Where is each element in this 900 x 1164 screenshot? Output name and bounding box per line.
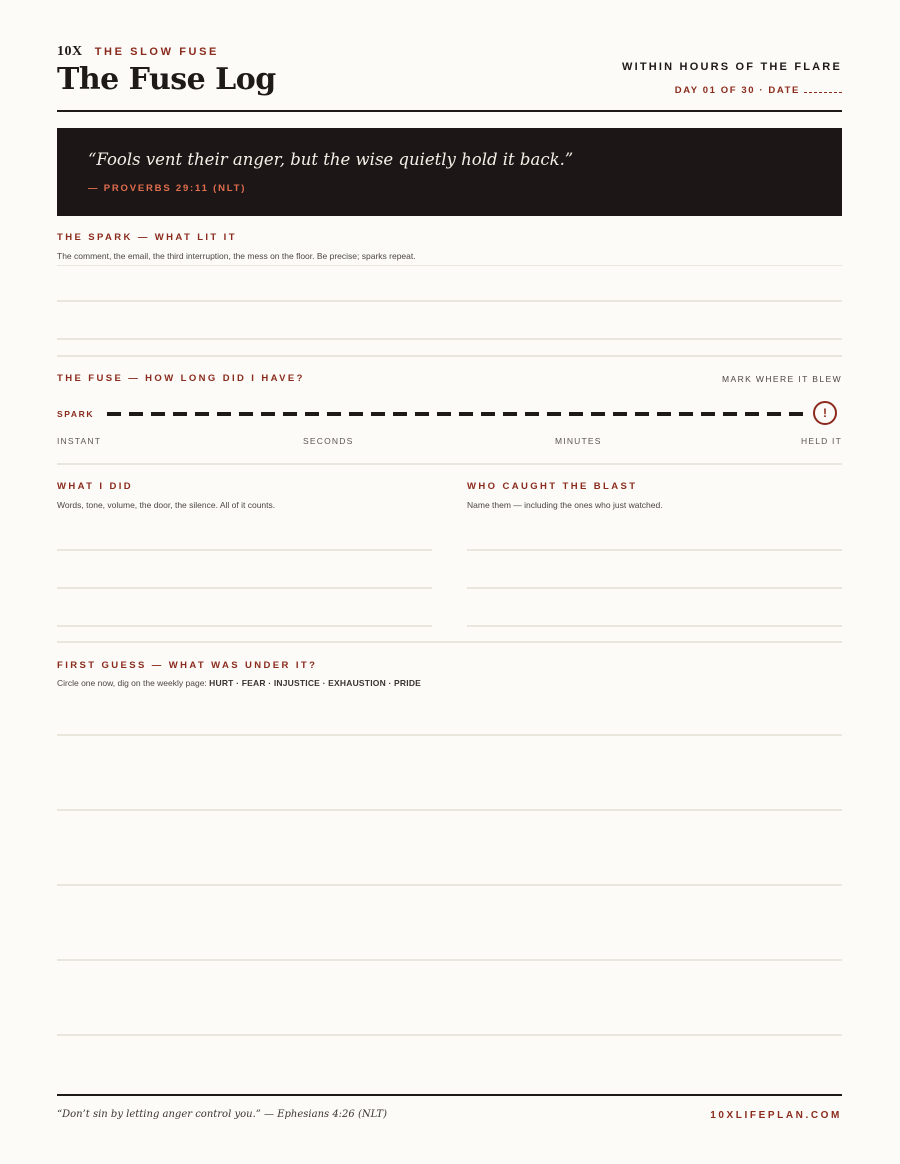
spark-write-line[interactable]: [57, 265, 842, 266]
who-caught-write-line[interactable]: [467, 587, 842, 589]
date-blank-field[interactable]: [804, 83, 842, 93]
scale-label-seconds: SECONDS: [303, 436, 354, 446]
day-date-label: DAY 01 OF 30 · DATE: [674, 85, 800, 96]
fuse-instruction: MARK WHERE IT BLEW: [722, 374, 842, 384]
what-i-did-write-line[interactable]: [57, 549, 432, 551]
brand-logo: 10X: [57, 44, 83, 59]
who-caught-write-line[interactable]: [467, 625, 842, 627]
spark-write-line[interactable]: [57, 300, 842, 302]
first-guess-write-line[interactable]: [57, 959, 842, 961]
timing-note: WITHIN HOURS OF THE FLARE: [622, 61, 842, 73]
fuse-timeline[interactable]: [107, 412, 805, 416]
series-name: THE SLOW FUSE: [94, 46, 219, 58]
scale-label-instant: INSTANT: [57, 436, 102, 446]
first-guess-prefix: Circle one now, dig on the weekly page:: [57, 678, 207, 688]
fuse-title: THE FUSE — HOW LONG DID I HAVE?: [57, 373, 305, 384]
first-guess-write-line[interactable]: [57, 1034, 842, 1036]
first-guess-write-line[interactable]: [57, 884, 842, 886]
what-i-did-description: Words, tone, volume, the door, the silence. All of it counts.: [57, 500, 276, 510]
section-divider: [57, 355, 842, 357]
section-divider: [57, 641, 842, 643]
quote-text: “Fools vent their anger, but the wise quietly hold it back.”: [88, 150, 574, 169]
spark-write-line[interactable]: [57, 338, 842, 340]
page-title: The Fuse Log: [57, 62, 276, 97]
scale-label-minutes: MINUTES: [555, 436, 602, 446]
day-date-line: [675, 83, 842, 96]
spark-label: SPARK: [57, 409, 95, 419]
first-guess-write-line[interactable]: [57, 734, 842, 736]
brand-line: [57, 44, 219, 60]
alert-circle-icon: !: [813, 401, 837, 425]
scale-label-held-it: HELD IT: [801, 436, 842, 446]
header-rule: [57, 110, 842, 112]
who-caught-description: Name them — including the ones who just watched.: [467, 500, 663, 510]
footer-website[interactable]: 10XLIFEPLAN.COM: [710, 1110, 842, 1121]
what-i-did-write-line[interactable]: [57, 625, 432, 627]
first-guess-write-line[interactable]: [57, 809, 842, 811]
what-i-did-write-line[interactable]: [57, 587, 432, 589]
footer-quote: “Don’t sin by letting anger control you.” — Ephesians 4:26 (NLT): [57, 1109, 387, 1120]
spark-title: THE SPARK — WHAT LIT IT: [57, 232, 237, 243]
first-guess-description: [57, 678, 421, 688]
what-i-did-title: WHAT I DID: [57, 481, 134, 492]
first-guess-title: FIRST GUESS — WHAT WAS UNDER IT?: [57, 660, 318, 671]
fuse-log-page: [57, 0, 842, 1164]
quote-citation: — PROVERBS 29:11 (NLT): [88, 183, 247, 194]
who-caught-title: WHO CAUGHT THE BLAST: [467, 481, 638, 492]
who-caught-write-line[interactable]: [467, 549, 842, 551]
quote-banner: [57, 128, 842, 216]
emotion-options[interactable]: HURT · FEAR · INJUSTICE · EXHAUSTION · PRIDE: [209, 678, 422, 688]
spark-description: The comment, the email, the third interruption, the mess on the floor. Be precise; sparks repeat.: [57, 251, 416, 261]
section-divider: [57, 463, 842, 465]
footer-rule: [57, 1094, 842, 1096]
